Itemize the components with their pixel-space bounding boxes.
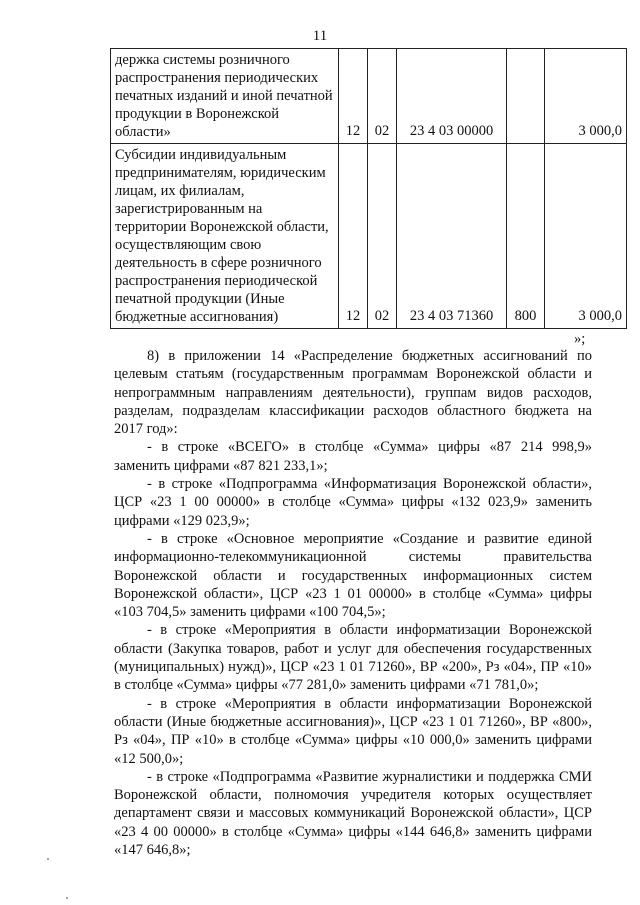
paragraph-item: - в строке «ВСЕГО» в столбце «Сумма» цифры «87 214 998,9» заменить цифрами «87 821 233,1»;	[114, 439, 592, 474]
page-number: 11	[312, 28, 328, 44]
table-cell-sum: 3 000,0	[545, 49, 627, 144]
table-cell-vr: 800	[507, 144, 545, 329]
table-cell-pr: 02	[368, 49, 397, 144]
table-cell-rz: 12	[339, 144, 368, 329]
budget-table	[110, 48, 627, 329]
table-closing-quote: »;	[574, 331, 586, 347]
paragraph-item: - в строке «Подпрограмма «Развитие журналистики и поддержка СМИ Воронежской области, полномочия учредителя которых осуществляет департамент связи и массовых коммуникаций Воронежской области», ЦСР «23 4 00 00000» в столбце «Сумма» цифры «144 646,8» заменить цифрами «147 646,8»;	[114, 768, 592, 859]
table-cell-name: Субсидии индивидуальным предпринимателям, юридическим лицам, их филиалам, зарегистрированным на территории Воронежской области, осуществляющим свою деятельность в сфере розничного распространения периодической печатной продукции (Иные бюджетные ассигнования)	[111, 144, 339, 329]
scan-artifact	[66, 897, 68, 899]
document-body	[114, 347, 592, 859]
scan-artifact	[47, 858, 49, 860]
paragraph-item: - в строке «Основное мероприятие «Создание и развитие единой информационно-телекоммуникационной системы правительства Воронежской области и государственных информационных систем Воронежской области», ЦСР «23 1 01 00000» в столбце «Сумма» цифры «103 704,5» заменить цифрами «100 704,5»;	[114, 530, 592, 621]
table-cell-rz: 12	[339, 49, 368, 144]
table-cell-pr: 02	[368, 144, 397, 329]
table-cell-name: держка системы розничного распространения периодических печатных изданий и иной печатной продукции в Воронежской области»	[111, 49, 339, 144]
paragraph-item: - в строке «Мероприятия в области информатизации Воронежской области (Иные бюджетные ассигнования)», ЦСР «23 1 01 71260», ВР «800», Рз «04», ПР «10» в столбце «Сумма» цифры «10 000,0» заменить цифрами «12 500,0»;	[114, 695, 592, 767]
table-row	[111, 144, 627, 329]
paragraph-intro: 8) в приложении 14 «Распределение бюджетных ассигнований по целевым статьям (государственным программам Воронежской области и непрограммным направлениям деятельности), группам видов расходов, разделам, подразделам классификации расходов областного бюджета на 2017 год»:	[114, 348, 592, 438]
paragraph-item: - в строке «Мероприятия в области информатизации Воронежской области (Закупка товаров, работ и услуг для обеспечения государственных (муниципальных) нужд)», ЦСР «23 1 01 71260», ВР «200», Рз «04», ПР «10» в столбце «Сумма» цифры «77 281,0» заменить цифрами «71 781,0»;	[114, 622, 592, 694]
table-row	[111, 49, 627, 144]
table-cell-csr: 23 4 03 00000	[397, 49, 507, 144]
table-cell-csr: 23 4 03 71360	[397, 144, 507, 329]
table-cell-vr	[507, 49, 545, 144]
table-cell-sum: 3 000,0	[545, 144, 627, 329]
paragraph-item: - в строке «Подпрограмма «Информатизация Воронежской области», ЦСР «23 1 00 00000» в столбце «Сумма» цифры «132 023,9» заменить цифрами «129 023,9»;	[114, 476, 592, 529]
